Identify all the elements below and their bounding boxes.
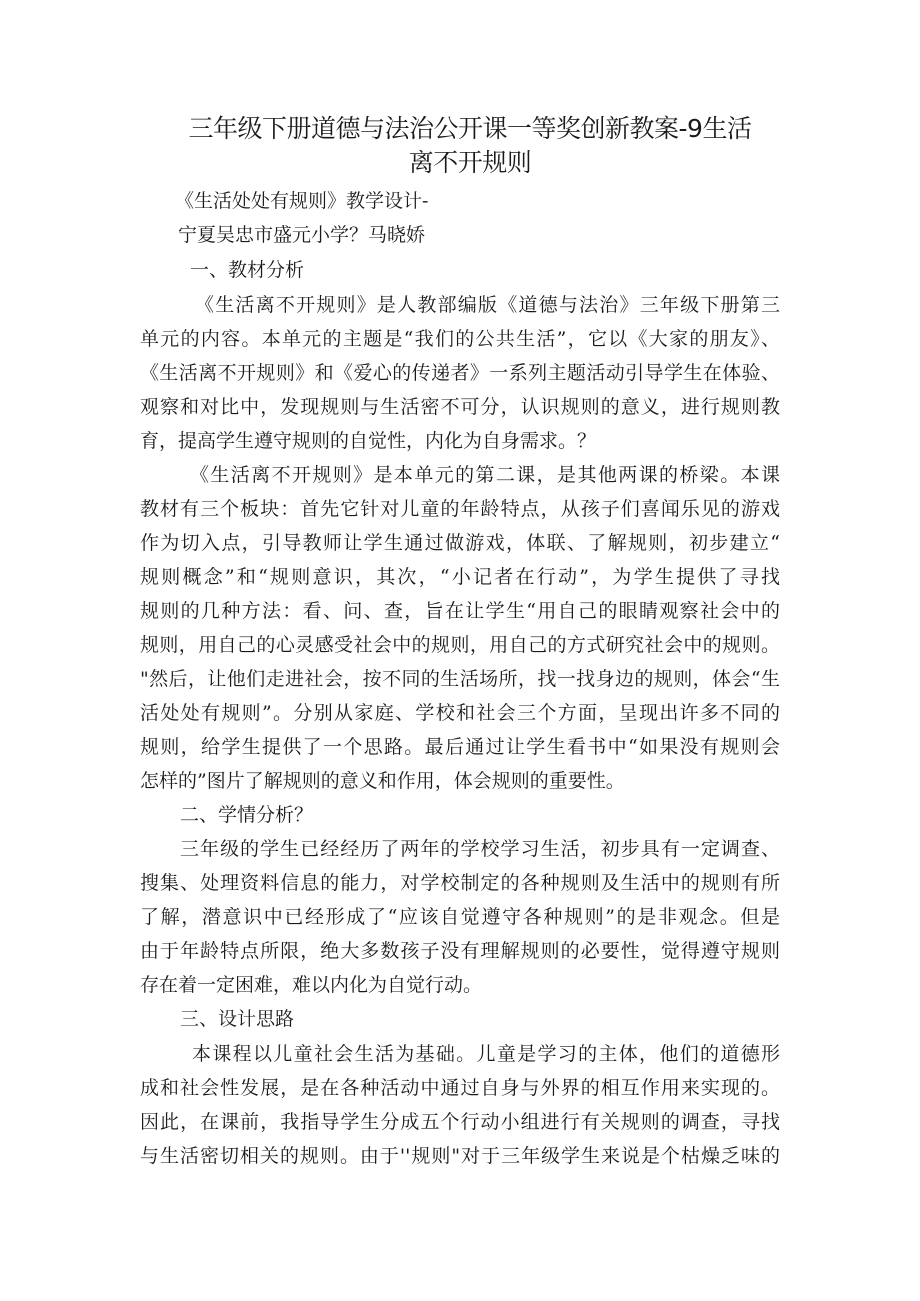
paragraph-line: 因此，在课前，我指导学生分成五个行动小组进行有关规则的调查，寻找 xyxy=(140,1111,780,1133)
paragraph-line: 教材有三个板块：首先它针对儿童的年龄特点，从孩子们喜闻乐见的游戏 xyxy=(140,498,780,520)
paragraph-line: 怎样的”图片了解规则的意义和作用，体会规则的重要性。 xyxy=(140,770,625,792)
paragraph-line: 三年级的学生已经经历了两年的学校学习生活，初步具有一定调查、 xyxy=(180,838,780,860)
section-heading: 一、教材分析 xyxy=(190,259,305,281)
paragraph-line: 规则，给学生提供了一个思路。最后通过让学生看书中“如果没有规则会 xyxy=(140,736,780,758)
paragraph-line: 育，提高学生遵守规则的自觉性，内化为自身需求。？ xyxy=(140,430,597,452)
author-line: 宁夏吴忠市盛元小学？马晓娇 xyxy=(178,224,426,246)
section-heading: 三、设计思路 xyxy=(180,1008,295,1030)
paragraph-line: 《生活离不开规则》和《爱心的传递者》一系列主题活动引导学生在体验、 xyxy=(140,362,780,384)
section-heading: 二、学情分析？ xyxy=(180,804,314,826)
paragraph-line: 规则概念”和“规则意识，其次，“小记者在行动”，为学生提供了寻找 xyxy=(140,566,780,588)
paragraph-line: 存在着一定困难，难以内化为自觉行动。 xyxy=(140,974,483,996)
paragraph-line: 单元的内容。本单元的主题是“我们的公共生活”，它以《大家的朋友》、 xyxy=(140,328,780,350)
paragraph-line: 本课程以儿童社会生活为基础。儿童是学习的主体，他们的道德形 xyxy=(192,1043,780,1065)
paragraph-line: 《生活离不开规则》是人教部编版《道德与法治》三年级下册第三 xyxy=(195,294,780,316)
paragraph-line: 观察和对比中，发现规则与生活密不可分，认识规则的意义，进行规则教 xyxy=(140,396,780,418)
paragraph-line: 《生活离不开规则》是本单元的第二课，是其他两课的桥梁。本课 xyxy=(190,464,780,486)
document-subtitle: 《生活处处有规则》教学设计- xyxy=(175,190,429,212)
paragraph-line: 搜集、处理资料信息的能力，对学校制定的各种规则及生活中的规则有所 xyxy=(140,872,780,894)
paragraph-line: 活处处有规则”。分别从家庭、学校和社会三个方面，呈现出许多不同的 xyxy=(140,702,780,724)
document-title-line-2: 离不开规则 xyxy=(408,148,532,177)
paragraph-line: 规则的几种方法：看、问、查，旨在让学生“用自己的眼睛观察社会中的 xyxy=(140,600,780,622)
paragraph-line: 规则，用自己的心灵感受社会中的规则，用自己的方式研究社会中的规则。 xyxy=(140,634,780,656)
paragraph-line: "然后，让他们走进社会，按不同的生活场所，找一找身边的规则，体会“生 xyxy=(140,668,780,690)
paragraph-line: 由于年龄特点所限，绝大多数孩子没有理解规则的必要性，觉得遵守规则 xyxy=(140,940,780,962)
paragraph-line: 作为切入点，引导教师让学生通过做游戏，体联、了解规则，初步建立“ xyxy=(140,532,780,554)
paragraph-line: 与生活密切相关的规则。由于''规则"对于三年级学生来说是个枯燥乏味的 xyxy=(140,1145,780,1167)
paragraph-line: 了解，潜意识中已经形成了“应该自觉遵守各种规则”的是非观念。但是 xyxy=(140,906,780,928)
document-title-line-1: 三年级下册道德与法治公开课一等奖创新教案-9生活 xyxy=(188,114,752,143)
paragraph-line: 成和社会性发展，是在各种活动中通过自身与外界的相互作用来实现的。 xyxy=(140,1077,780,1099)
